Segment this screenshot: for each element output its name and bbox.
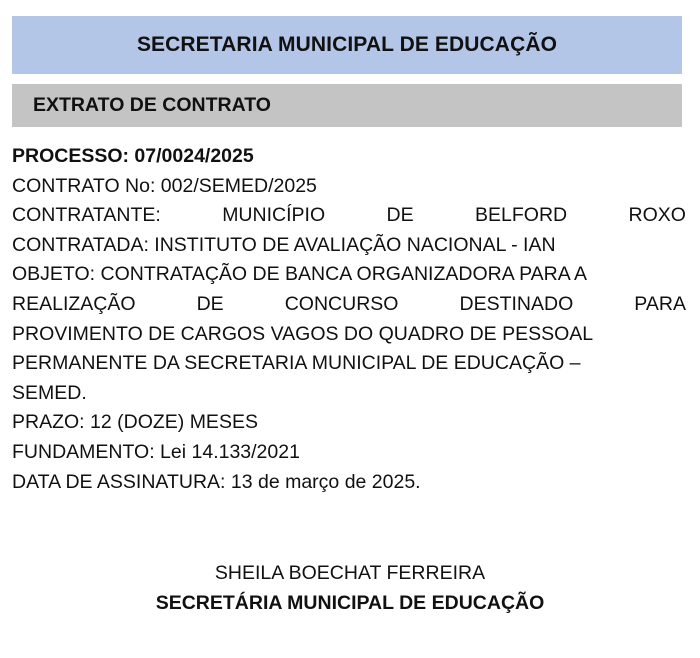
contratada-line: CONTRATADA: INSTITUTO DE AVALIAÇÃO NACIONAL - IAN xyxy=(12,233,556,256)
section-header xyxy=(12,84,682,127)
contratante-line xyxy=(12,201,686,231)
objeto-line-3: PROVIMENTO DE CARGOS VAGOS DO QUADRO DE PESSOAL xyxy=(12,322,594,345)
objeto-word: DE xyxy=(196,292,224,315)
contratante-word: DE xyxy=(386,204,414,227)
contratante-word: ROXO xyxy=(628,204,686,227)
processo-line: PROCESSO: 07/0024/2025 xyxy=(12,145,254,167)
prazo-line: PRAZO: 12 (DOZE) MESES xyxy=(12,411,258,434)
objeto-line-4: PERMANENTE DA SECRETARIA MUNICIPAL DE EDUCAÇÃO – xyxy=(12,352,581,375)
contract-body xyxy=(12,142,686,497)
objeto-word: REALIZAÇÃO xyxy=(12,292,136,315)
objeto-line-5: SEMED. xyxy=(12,381,87,404)
contratante-word: BELFORD xyxy=(475,204,568,227)
objeto-word: PARA xyxy=(634,292,686,315)
document-header xyxy=(12,16,682,74)
contratante-word: MUNICÍPIO xyxy=(222,204,326,227)
objeto-word: DESTINADO xyxy=(459,292,574,315)
data-assinatura-line: DATA DE ASSINATURA: 13 de março de 2025. xyxy=(12,470,421,493)
contratante-word: CONTRATANTE: xyxy=(12,204,161,227)
signatory-role: SECRETÁRIA MUNICIPAL DE EDUCAÇÃO xyxy=(155,592,545,614)
contrato-number-line: CONTRATO No: 002/SEMED/2025 xyxy=(12,174,317,197)
header-title: SECRETARIA MUNICIPAL DE EDUCAÇÃO xyxy=(136,33,558,56)
objeto-line-1: OBJETO: CONTRATAÇÃO DE BANCA ORGANIZADORA PARA A xyxy=(12,263,588,286)
section-title: EXTRATO DE CONTRATO xyxy=(33,94,271,116)
fundamento-line: FUNDAMENTO: Lei 14.133/2021 xyxy=(12,440,300,463)
signatory-name: SHEILA BOECHAT FERREIRA xyxy=(214,562,486,584)
objeto-word: CONCURSO xyxy=(284,292,399,315)
objeto-line-2 xyxy=(12,290,686,320)
